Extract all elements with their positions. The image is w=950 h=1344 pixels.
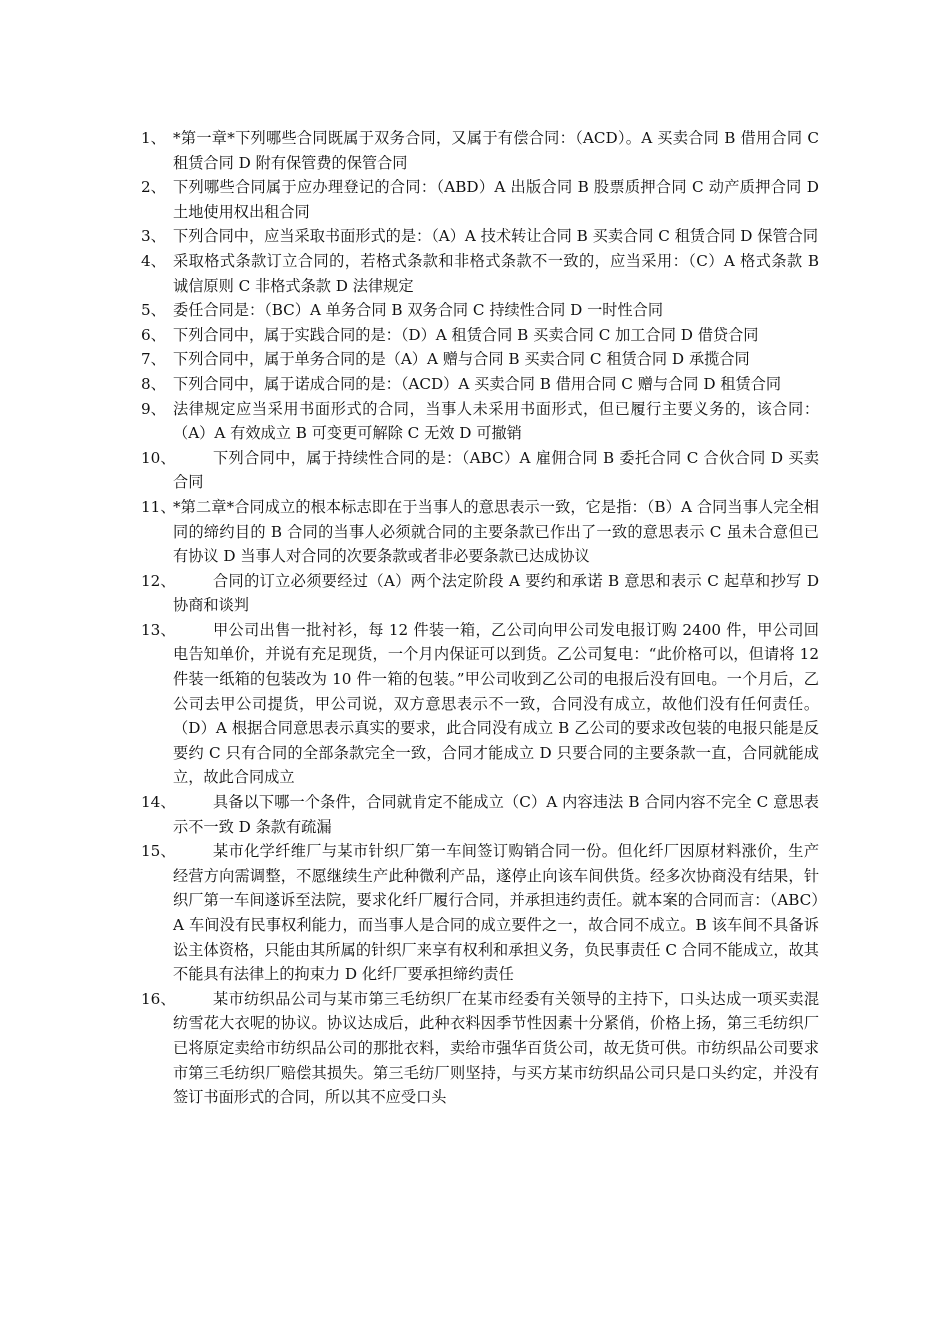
item-number: 12、 [141,571,176,590]
item-text: *第二章*合同成立的根本标志即在于当事人的意思表示一致，它是指：（B）A 合同当事人完全相同的缔约目的 B 合同的当事人必须就合同的主要条款已作出了一致的意思表示 C 虽未合意但已有协议 D 当事人对合同的次要条款或者非必要条款已达成协议 [173,497,819,566]
item-text: 合同的订立必须要经过（A）两个法定阶段 A 要约和承诺 B 意思和表示 C 起草和抄写 D 协商和谈判 [173,571,819,615]
item-number: 14、 [141,793,176,812]
item-number: 5、 [141,301,166,320]
item-number: 7、 [141,350,166,369]
item-number: 1、 [141,129,166,147]
item-number: 4、 [141,251,166,270]
list-item [141,446,819,495]
item-text: 下列合同中，属于实践合同的是：（D）A 租赁合同 B 买卖合同 C 加工合同 D 借贷合同 [173,325,759,344]
item-number: 3、 [141,227,166,246]
item-text: 具备以下哪一个条件，合同就肯定不能成立（C）A 内容违法 B 合同内容不完全 C 意思表示不一致 D 条款有疏漏 [173,793,819,836]
item-text: *第一章*下列哪些合同既属于双务合同，又属于有偿合同：（ACD）。A 买卖合同 B 借用合同 C 租赁合同 D 附有保管费的保管合同 [173,129,819,172]
item-text: 下列合同中，属于持续性合同的是：（ABC）A 雇佣合同 B 委托合同 C 合伙合同 D 买卖合同 [173,448,819,492]
list-item [141,249,819,298]
item-text: 某市化学纤维厂与某市针织厂第一车间签订购销合同一份。但化纤厂因原材料涨价，生产经营方向需调整，不愿继续生产此种微利产品，遂停止向该车间供货。经多次协商没有结果，针织厂第一车间遂诉至法院，要求化纤厂履行合同，并承担违约责任。就本案的合同而言：（ABC）A 车间没有民事权利能力，而当事人是合同的成立要件之一，故合同不成立。B 该车间不具备诉讼主体资格，只能由其所属的针织厂来享有权利和承担义务，负民事责任 C 合同不能成立，故其不能具有法律上的拘束力 D 化纤厂要承担缔约责任 [173,842,819,984]
item-number: 10、 [141,448,176,467]
list-item [141,298,819,323]
item-number: 15、 [141,842,176,861]
question-list [141,126,819,1110]
item-number: 13、 [141,620,176,639]
item-text: 委任合同是：（BC）A 单务合同 B 双务合同 C 持续性合同 D 一时性合同 [173,301,664,320]
item-text: 甲公司出售一批衬衫，每 12 件装一箱，乙公司向甲公司发电报订购 2400 件，甲公司回电告知单价，并说有充足现货，一个月内保证可以到货。乙公司复电：“此价格可以，但请将 12 件装一纸箱的包装改为 10 件一箱的包装。”甲公司收到乙公司的电报后没有回电。一个月后，乙公司去甲公司提货，甲公司说，双方意思表示不一致，合同没有成立，故他们没有任何责任。（D）A 根据合同意思表示真实的要求，此合同没有成立 B 乙公司的要求改包装的电报只能是反要约 C 只有合同的全部条款完全一致，合同才能成立 D 只要合同的主要条款一直，合同就能成立，故此合同成立 [173,620,819,787]
list-item [141,790,819,839]
item-text: 下列合同中，属于单务合同的是（A）A 赠与合同 B 买卖合同 C 租赁合同 D 承揽合同 [173,350,750,369]
item-text: 采取格式条款订立合同的，若格式条款和非格式条款不一致的，应当采用：（C）A 格式条款 B 诚信原则 C 非格式条款 D 法律规定 [173,251,819,295]
item-number: 8、 [141,374,166,393]
item-text: 某市纺织品公司与某市第三毛纺织厂在某市经委有关领导的主持下，口头达成一项买卖混纺雪花大衣呢的协议。协议达成后，此种衣料因季节性因素十分紧俏，价格上扬，第三毛纺织厂已将原定卖给市纺织品公司的那批衣料，卖给市强华百货公司，故无货可供。市纺织品公司要求市第三毛纺织厂赔偿其损失。第三毛纺厂则坚持，与买方某市纺织品公司只是口头约定，并没有签订书面形式的合同，所以其不应受口头 [173,989,819,1107]
list-item [141,372,819,397]
list-item [141,618,819,790]
item-number: 9、 [141,399,166,418]
item-number: 11、 [141,497,176,516]
list-item [141,126,819,175]
list-item [141,347,819,372]
list-item [141,569,819,618]
item-number: 2、 [141,178,166,197]
list-item [141,987,819,1110]
item-text: 法律规定应当采用书面形式的合同，当事人未采用书面形式，但已履行主要义务的，该合同：（A）A 有效成立 B 可变更可解除 C 无效 D 可撤销 [173,399,819,443]
list-item [141,323,819,348]
list-item [141,175,819,224]
list-item [141,224,819,249]
list-item [141,495,819,569]
item-text: 下列合同中，属于诺成合同的是：（ACD）A 买卖合同 B 借用合同 C 赠与合同 D 租赁合同 [173,374,782,393]
item-text: 下列哪些合同属于应办理登记的合同：（ABD）A 出版合同 B 股票质押合同 C 动产质押合同 D 土地使用权出租合同 [173,178,819,221]
list-item [141,839,819,987]
item-text: 下列合同中，应当采取书面形式的是：（A）A 技术转让合同 B 买卖合同 C 租赁合同 D 保管合同 [173,227,819,246]
item-number: 6、 [141,325,166,344]
list-item [141,397,819,446]
item-number: 16、 [141,989,176,1008]
